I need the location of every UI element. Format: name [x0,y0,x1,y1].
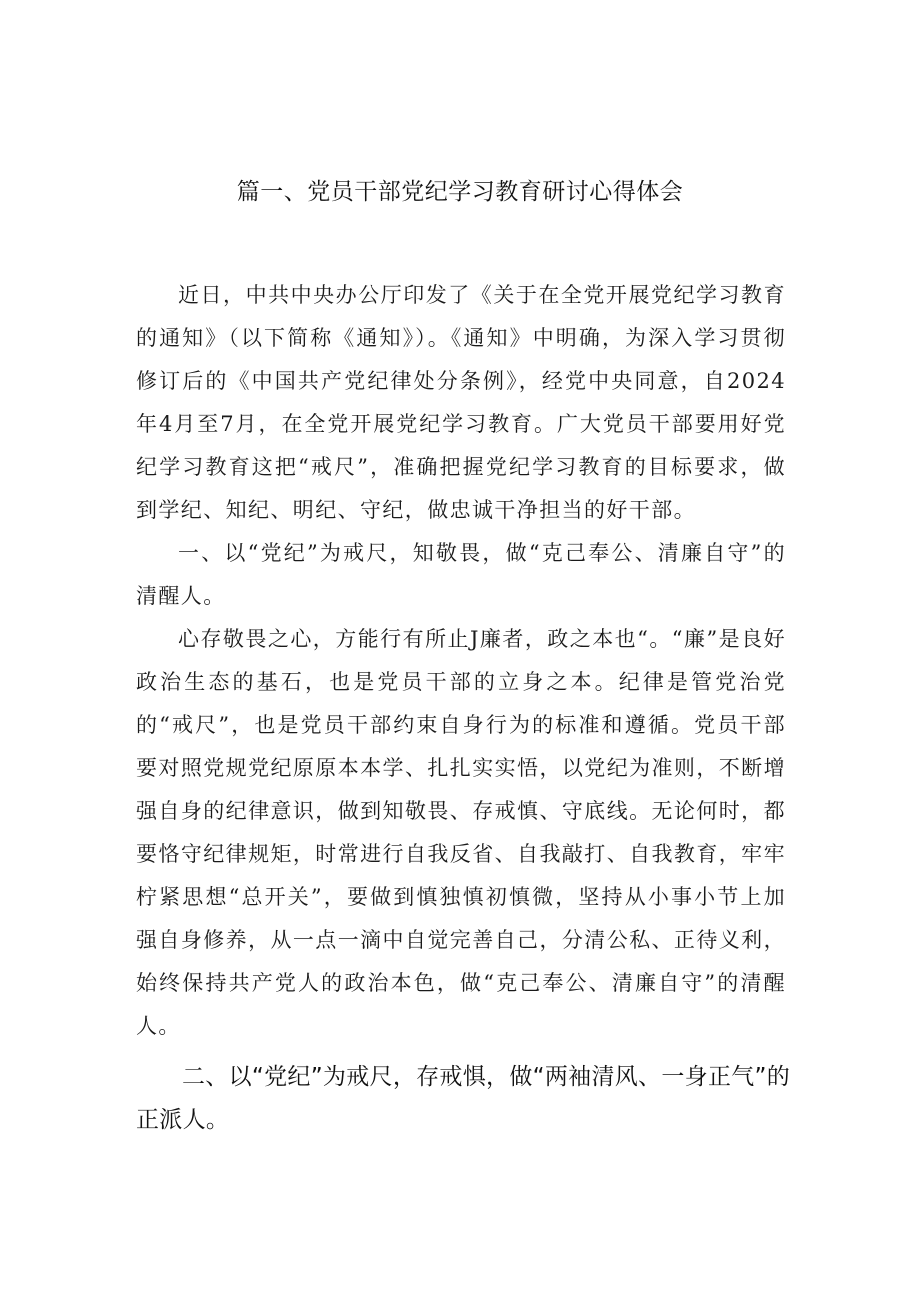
paragraph-section-one-body: 心存敬畏之心，方能行有所止J廉者，政之本也“。“廉”是良好政治生态的基石，也是党员干部的立身之本。纪律是管党治党的“戒尺”，也是党员干部约束自身行为的标准和遵循。党员干部要对照党规党纪原原本本学、扎扎实实悟，以党纪为准则，不断增强自身的纪律意识，做到知敬畏、存戒慎、守底线。无论何时，都要恪守纪律规矩，时常进行自我反省、自我敲打、自我教育，牢牢柠紧思想“总开关”，要做到慎独慎初慎微，坚持从小事小节上加强自身修养，从一点一滴中自觉完善自己，分清公私、正待义利，始终保持共产党人的政治本色，做“克己奉公、清廉自守”的清醒人。 [136,627,786,1038]
paragraph-section-one-heading: 一、以“党纪”为戒尺，知敬畏，做“克己奉公、清廉自守”的清醒人。 [136,541,786,608]
paragraph-intro: 近日，中共中央办公厅印发了《关于在全党开展党纪学习教育的通知》（以下简称《通知》）。《通知》中明确，为深入学习贯彻修订后的《中国共产党纪律处分条例》，经党中央同意，自2024年4月至7月，在全党开展党纪学习教育。广大党员干部要用好党纪学习教育这把“戒尺”，准确把握党纪学习教育的目标要求，做到学纪、知纪、明纪、守纪，做忠诚干净担当的好干部。 [136,283,786,522]
document-title: 篇一、党员干部党纪学习教育研讨心得体会 [236,179,684,205]
document-body [136,274,786,1048]
section-two-heading: 二、以“党纪”为戒尺，存戒惧，做“两袖清风、一身正气”的正派人。 [136,1064,791,1133]
